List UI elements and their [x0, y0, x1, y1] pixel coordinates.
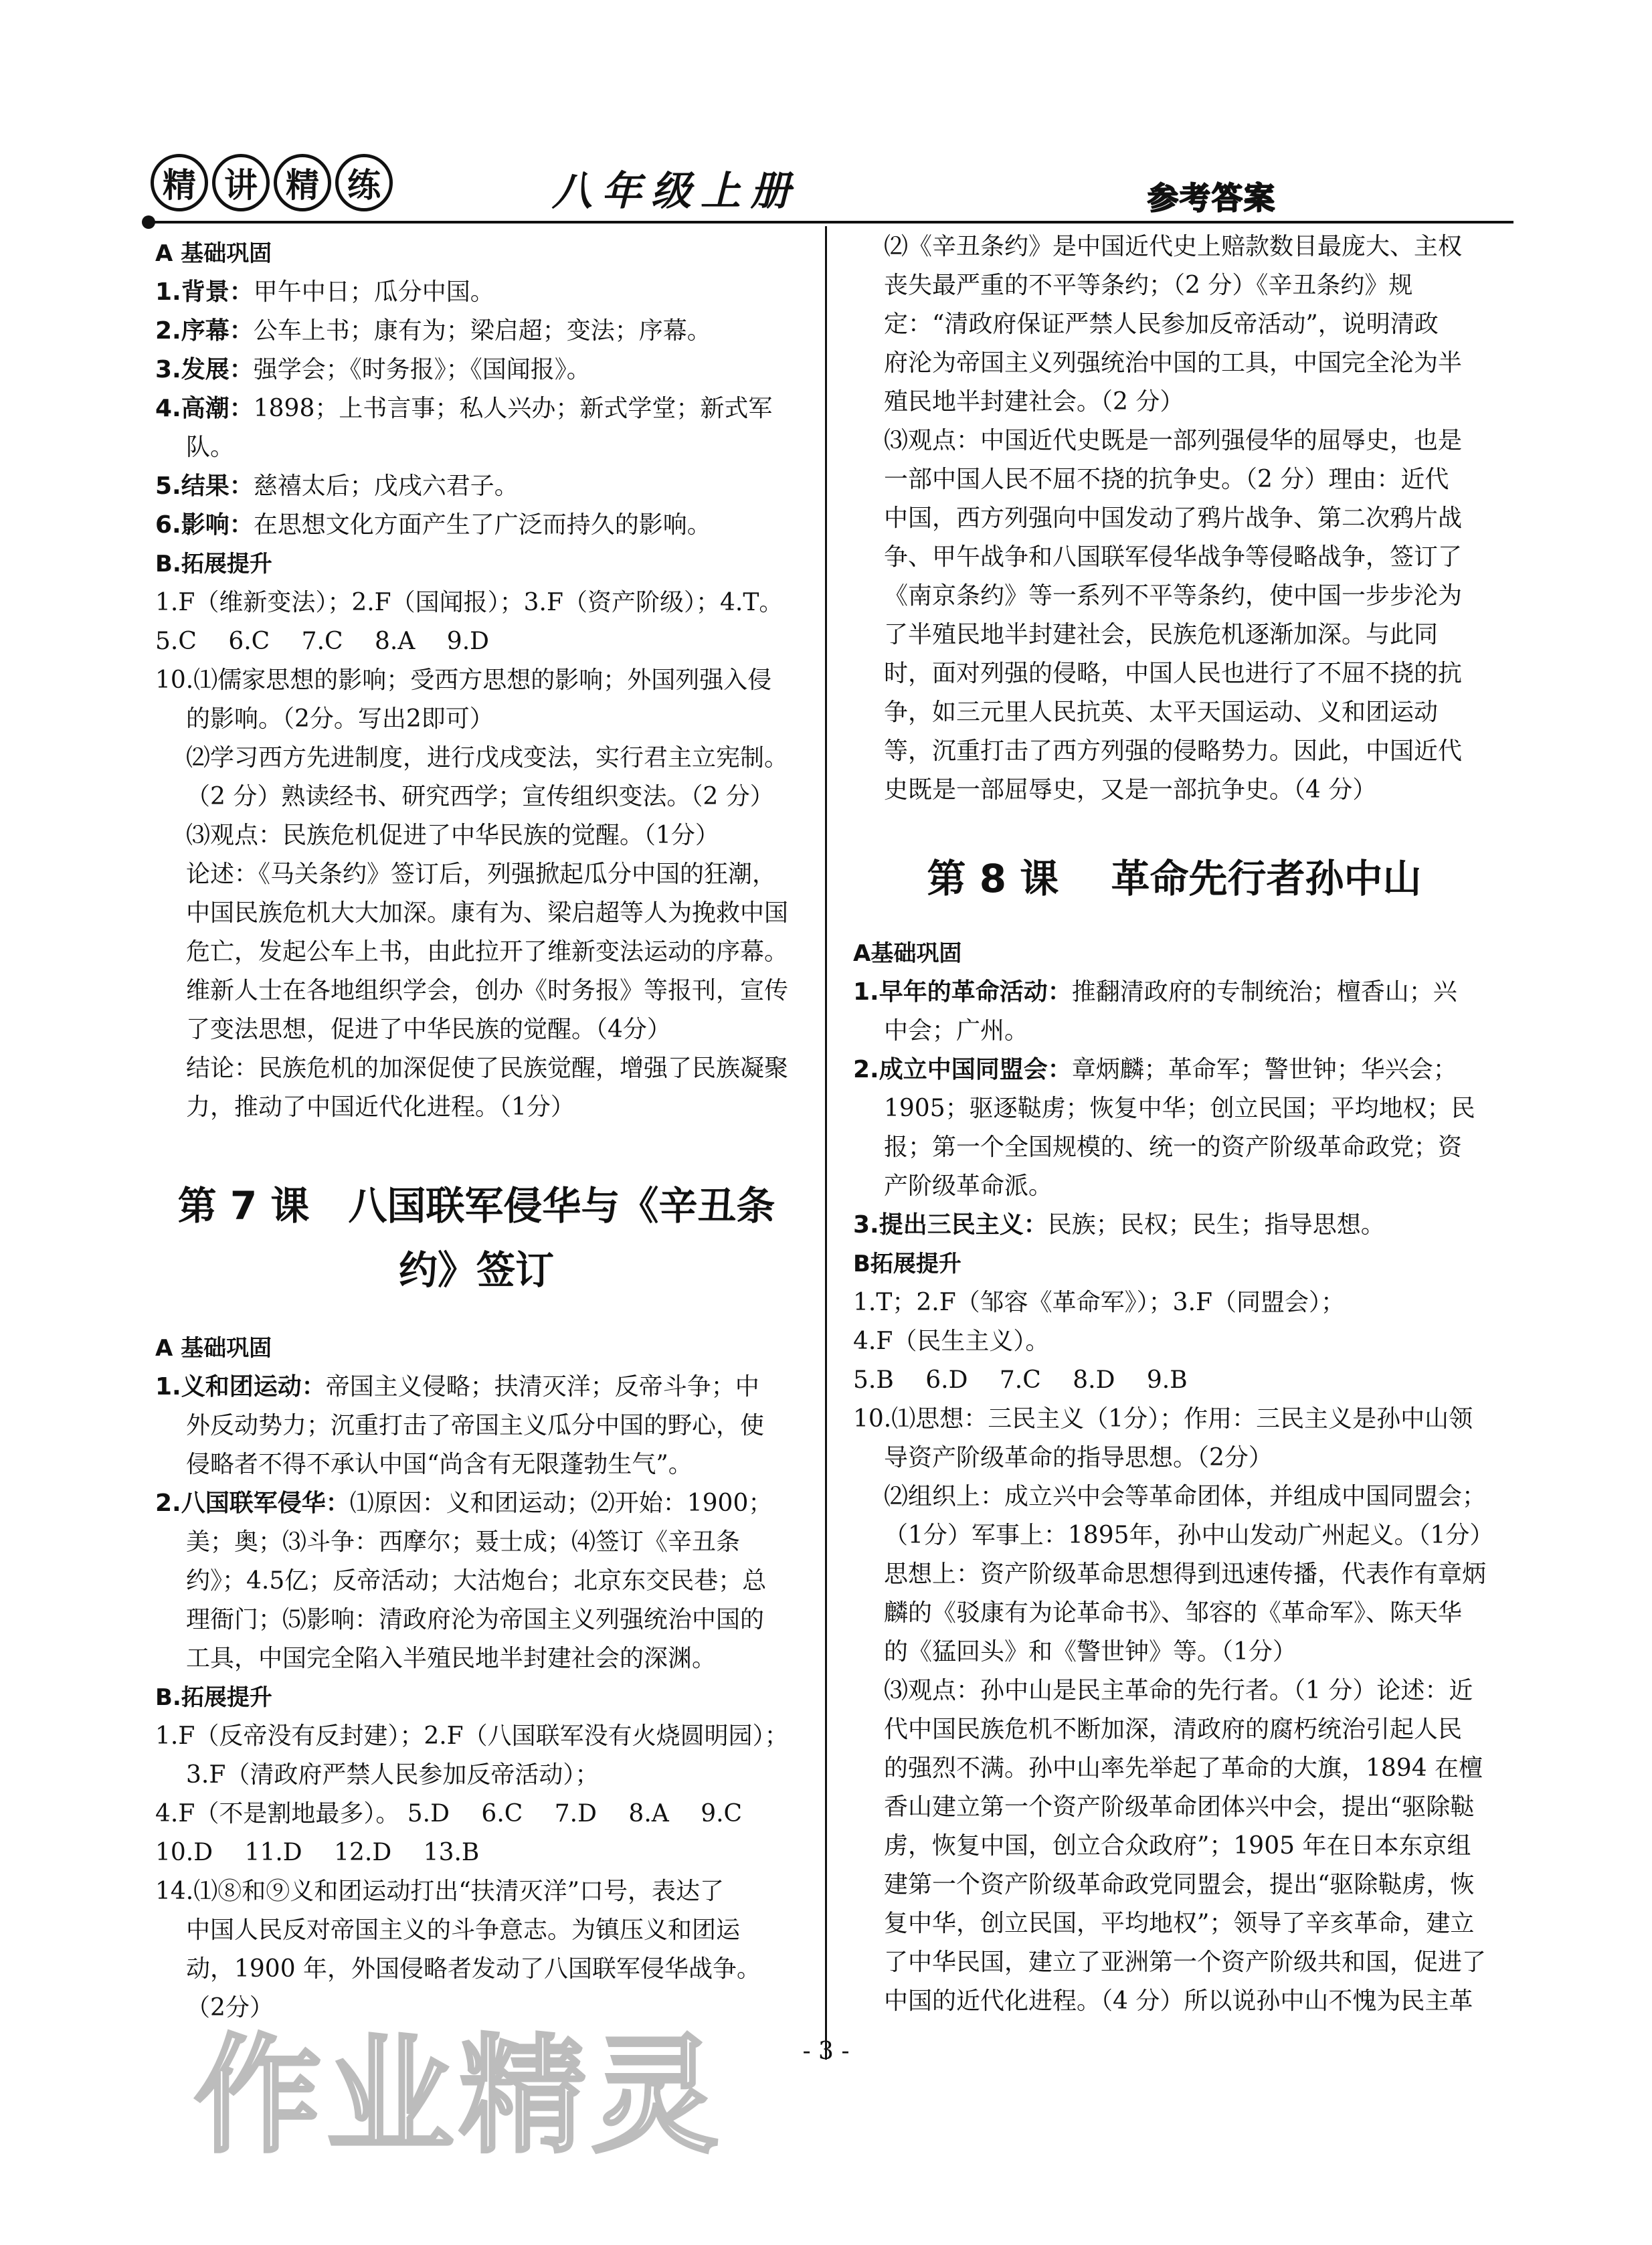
answer-line: 产阶级革命派。 — [884, 1172, 1053, 1200]
answer-line: ⑵组织上：成立兴中会等革命团体，并组成中国同盟会； — [884, 1483, 1487, 1510]
answer-line: 思想上：资产阶级革命思想得到迅速传播，代表作有章炳 — [884, 1560, 1487, 1588]
answer-line: 了半殖民地半封建社会，民族危机逐渐加深。与此同 — [884, 621, 1439, 648]
answer-line: 中会；广州。 — [884, 1017, 1029, 1045]
answer-line: 2.八国联军侵华：⑴原因：义和团运动；⑵开始：1900； — [155, 1490, 773, 1517]
answer-line: 时，面对列强的侵略，中国人民也进行了不屈不挠的抗 — [884, 660, 1463, 687]
answer-line: 2.成立中国同盟会：章炳麟；革命军；警世钟；华兴会； — [853, 1056, 1457, 1083]
answer-line: 定：“清政府保证严禁人民参加反帝活动”，说明清政 — [884, 310, 1439, 338]
answer-line: 10.D 11.D 12.D 13.B — [155, 1839, 480, 1866]
answer-line: 3.提出三民主义：民族；民权；民生；指导思想。 — [853, 1211, 1385, 1239]
answer-line: 1.T；2.F（邹容《革命军》）；3.F（同盟会）； — [853, 1289, 1346, 1316]
badge-lian: 练 — [335, 154, 393, 211]
answer-line: 3.F（清政府严禁人民参加反帝活动）； — [186, 1761, 600, 1789]
lesson-7-title: 第 7 课 八国联军侵华与《辛丑条 — [177, 1183, 775, 1229]
answer-line: 代中国民族危机不断加深，清政府的腐朽统治引起人民 — [884, 1716, 1463, 1743]
answer-line: 外反动势力；沉重打击了帝国主义瓜分中国的野心，使 — [186, 1412, 765, 1439]
grade-title: 八年级上册 — [552, 168, 800, 215]
badge-jiang: 讲 — [212, 154, 270, 211]
answer-line: 队。 — [186, 434, 235, 461]
section-heading: A 基础巩固 — [155, 1335, 272, 1362]
answer-line: 1.F（维新变法）；2.F（国闻报）；3.F（资产阶级）；4.T。 — [155, 589, 784, 616]
answer-line: 力，推动了中国近代化进程。（1分） — [186, 1093, 575, 1121]
answer-line: 争，如三元里人民抗英、太平天国运动、义和团运动 — [884, 699, 1439, 726]
answer-line: 工具，中国完全陷入半殖民地半封建社会的深渊。 — [186, 1645, 717, 1672]
watermark: 作业精灵 — [194, 2022, 725, 2170]
answer-line: ⑶观点：中国近代史既是一部列强侵华的屈辱史，也是 — [884, 427, 1463, 454]
answer-line: 复中华，创立民国，平均地权”；领导了辛亥革命，建立 — [884, 1910, 1475, 1937]
answer-line: 1.背景：甲午中日；瓜分中国。 — [155, 278, 494, 306]
answer-line: 1.早年的革命活动：推翻清政府的专制统治；檀香山；兴 — [853, 978, 1457, 1006]
answer-line: 10.⑴思想：三民主义（1分）；作用：三民主义是孙中山领 — [853, 1405, 1473, 1433]
answer-line: 中国，西方列强向中国发动了鸦片战争、第二次鸦片战 — [884, 505, 1463, 532]
answer-line: ⑶观点：孙中山是民主革命的先行者。（1 分）论述：近 — [884, 1677, 1473, 1704]
answer-line: 结论：民族危机的加深促使了民族觉醒，增强了民族凝聚 — [186, 1055, 789, 1082]
answer-line: 3.发展：强学会；《时务报》；《国闻报》。 — [155, 356, 591, 383]
answer-line: 5.C 6.C 7.C 8.A 9.D — [155, 628, 490, 655]
answer-key-label: 参考答案 — [1148, 180, 1276, 216]
answer-line: 的《猛回头》和《警世钟》等。（1分） — [884, 1638, 1297, 1666]
lesson-8-title: 第 8 课 革命先行者孙中山 — [927, 856, 1422, 901]
answer-line: 殖民地半封建社会。（2 分） — [884, 388, 1184, 416]
answer-line: （2分） — [186, 1994, 274, 2022]
answer-line: 中国人民反对帝国主义的斗争意志。为镇压义和团运 — [186, 1916, 741, 1944]
answer-line: 麟的《驳康有为论革命书》、邹容的《革命军》、陈天华 — [884, 1599, 1463, 1627]
badge-jing-2: 精 — [274, 154, 331, 211]
answer-line: 2.序幕：公车上书；康有为；梁启超；变法；序幕。 — [155, 317, 711, 345]
answer-line: 导资产阶级革命的指导思想。（2分） — [884, 1444, 1273, 1471]
answer-line: 约》；4.5亿；反帝活动；大沽炮台；北京东交民巷；总 — [186, 1567, 767, 1595]
answer-line: 了中华民国，建立了亚洲第一个资产阶级共和国，促进了 — [884, 1949, 1487, 1976]
answer-line: 14.⑴⑧和⑨义和团运动打出“扶清灭洋”口号，表达了 — [155, 1878, 725, 1905]
answer-line: 5.结果：慈禧太后；戊戌六君子。 — [155, 472, 519, 500]
answer-line: 4.F（不是割地最多）。 5.D 6.C 7.D 8.A 9.C — [155, 1800, 743, 1827]
answer-line: ⑶观点：民族危机促进了中华民族的觉醒。（1分） — [186, 822, 719, 849]
answer-line: 的影响。（2分。写出2即可） — [186, 705, 494, 733]
section-heading: A基础巩固 — [853, 940, 962, 967]
answer-line: 维新人士在各地组织学会，创办《时务报》等报刊，宣传 — [186, 977, 789, 1004]
answer-line: 美；奥；⑶斗争：西摩尔；聂士成；⑷签订《辛丑条 — [186, 1528, 741, 1556]
answer-line: 1.义和团运动：帝国主义侵略；扶清灭洋；反帝斗争；中 — [155, 1373, 759, 1401]
right-column — [853, 234, 1495, 2021]
answer-line: ⑵《辛丑条约》是中国近代史上赔款数目最庞大、主权 — [884, 233, 1463, 260]
answer-line: 等，沉重打击了西方列强的侵略势力。因此，中国近代 — [884, 737, 1463, 765]
badge-jing-1: 精 — [151, 154, 208, 211]
answer-line: 的强烈不满。孙中山率先举起了革命的大旗，1894 在檀 — [884, 1755, 1483, 1782]
column-divider — [825, 226, 827, 2060]
answer-line: 史既是一部屈辱史，又是一部抗争史。（4 分） — [884, 776, 1377, 804]
answer-line: （1分）军事上：1895年，孙中山发动广州起义。（1分） — [884, 1522, 1494, 1549]
answer-line: 争、甲午战争和八国联军侵华战争等侵略战争，签订了 — [884, 543, 1463, 571]
series-badges — [151, 154, 393, 211]
answer-line: 10.⑴儒家思想的影响；受西方思想的影响；外国列强入侵 — [155, 666, 772, 694]
answer-line: 动，1900 年，外国侵略者发动了八国联军侵华战争。 — [186, 1955, 761, 1983]
answer-line: 丧失最严重的不平等条约；（2 分）《辛丑条约》规 — [884, 272, 1413, 299]
answer-line: 5.B 6.D 7.C 8.D 9.B — [853, 1366, 1188, 1394]
answer-line: 《南京条约》等一系列不平等条约，使中国一步步沦为 — [884, 582, 1463, 610]
answer-line: 中国民族危机大大加深。康有为、梁启超等人为挽救中国 — [186, 899, 789, 927]
answer-line: 香山建立第一个资产阶级革命团体兴中会，提出“驱除鞑 — [884, 1793, 1475, 1821]
answer-line: 6.影响：在思想文化方面产生了广泛而持久的影响。 — [155, 511, 711, 539]
answer-line: 理衙门；⑸影响：清政府沦为帝国主义列强统治中国的 — [186, 1606, 765, 1633]
answer-line: 4.高潮：1898；上书言事；私人兴办；新式学堂；新式军 — [155, 395, 773, 422]
section-heading: B拓展提升 — [853, 1251, 961, 1277]
lesson-7-title-cont: 约》签订 — [398, 1247, 554, 1293]
answer-line: 1.F（反帝没有反封建）；2.F（八国联军没有火烧圆明园）； — [155, 1722, 789, 1750]
answer-line: 虏，恢复中国，创立合众政府”；1905 年在日本东京组 — [884, 1832, 1471, 1860]
page-number: - 3 - — [802, 2038, 850, 2065]
section-heading: B.拓展提升 — [155, 551, 272, 577]
answer-line: 1905；驱逐鞑虏；恢复中华；创立民国；平均地权；民 — [884, 1095, 1475, 1122]
answer-line: 了变法思想，促进了中华民族的觉醒。（4分） — [186, 1016, 671, 1043]
left-column — [155, 234, 798, 2028]
header-rule — [149, 221, 1513, 223]
answer-line: 一部中国人民不屈不挠的抗争史。（2 分）理由：近代 — [884, 466, 1449, 493]
answer-line: 报；第一个全国规模的、统一的资产阶级革命政党；资 — [884, 1134, 1463, 1161]
answer-line: 危亡，发起公车上书，由此拉开了维新变法运动的序幕。 — [186, 938, 789, 966]
answer-line: 中国的近代化进程。（4 分）所以说孙中山不愧为民主革 — [884, 1987, 1473, 2015]
page-header — [144, 154, 1516, 228]
answer-line: 论述：《马关条约》签订后，列强掀起瓜分中国的狂潮， — [186, 861, 777, 888]
answer-line: ⑵学习西方先进制度，进行戊戌变法，实行君主立宪制。 — [186, 744, 789, 772]
section-heading: A 基础巩固 — [155, 240, 272, 267]
answer-line: （2 分）熟读经书、研究西学；宣传组织变法。（2 分） — [186, 783, 774, 810]
answer-line: 府沦为帝国主义列强统治中国的工具，中国完全沦为半 — [884, 349, 1463, 377]
answer-line: 建第一个资产阶级革命政党同盟会，提出“驱除鞑虏，恢 — [884, 1871, 1475, 1898]
section-heading: B.拓展提升 — [155, 1684, 272, 1711]
answer-line: 侵略者不得不承认中国“尚含有无限蓬勃生气”。 — [186, 1451, 693, 1478]
answer-line: 4.F（民生主义）。 — [853, 1328, 1050, 1355]
